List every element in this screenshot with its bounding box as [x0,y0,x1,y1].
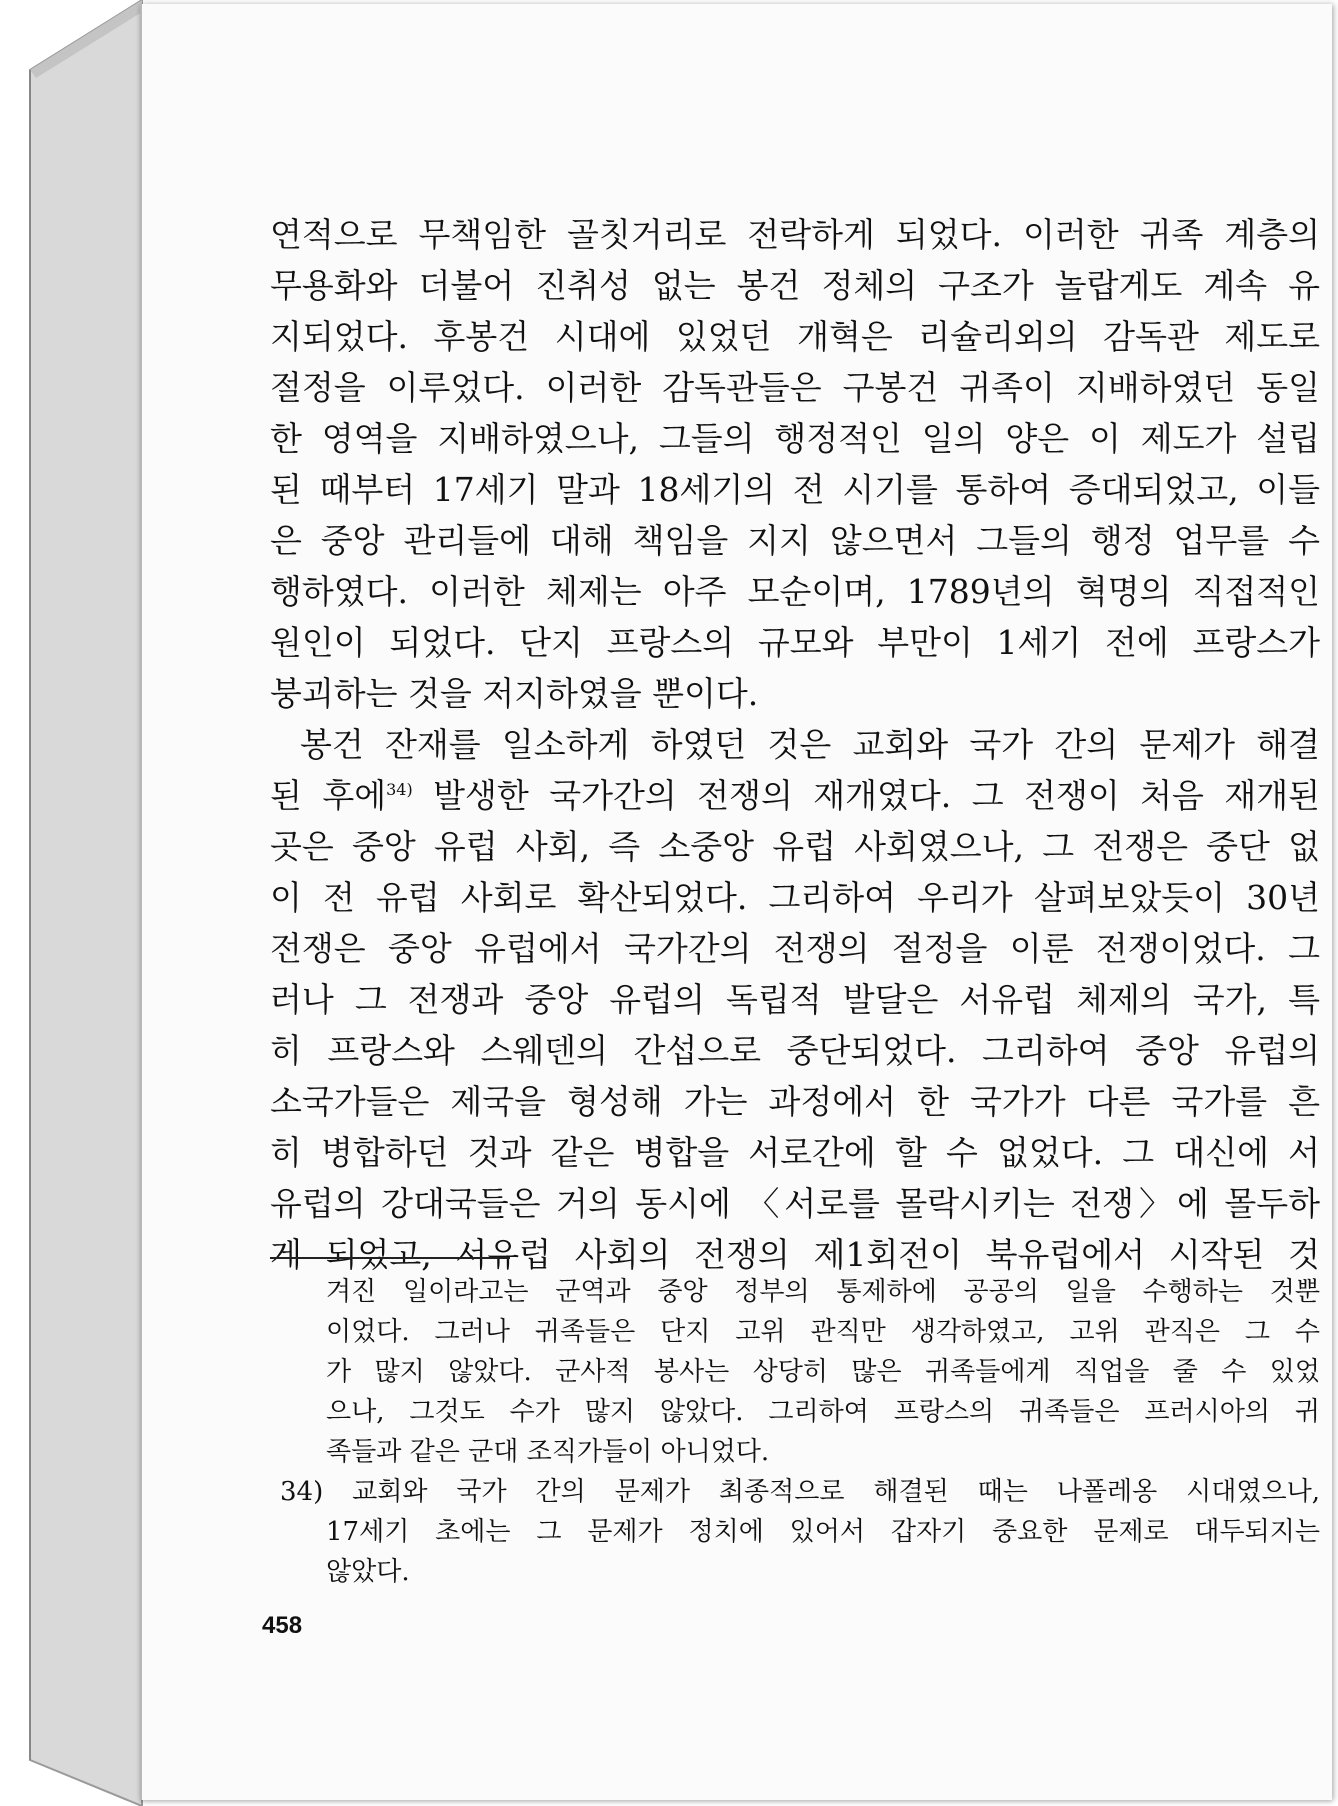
footnote-line: 족들과 같은 군대 조직가들이 아니었다. [326,1437,770,1467]
footnote-ref-prefix: 된 후에 [270,776,387,815]
body-line: 된 때부터 17세기 말과 18세기의 전 시기를 통하여 증대되었고, 이들 [270,470,1320,509]
body-line: 곳은 중앙 유럽 사회, 즉 소중앙 유럽 사회였으나, 그 전쟁은 중단 없 [270,827,1320,866]
footnote-34-line: 않았다. [326,1557,410,1587]
body-text [270,209,1320,1280]
body-line: 한 영역을 지배하였으나, 그들의 행정적인 일의 양은 이 제도가 설립 [270,419,1320,458]
body-line: 무용화와 더불어 진취성 없는 봉건 정체의 구조가 놀랍게도 계속 유 [270,266,1320,305]
footnote-line: 겨진 일이라고는 군역과 중앙 정부의 통제하에 공공의 일을 수행하는 것뿐 [326,1277,1320,1307]
footnote-34-line: 17세기 초에는 그 문제가 정치에 있어서 갑자기 중요한 문제로 대두되지는 [326,1517,1320,1547]
body-line: 히 프랑스와 스웨덴의 간섭으로 중단되었다. 그리하여 중앙 유럽의 [270,1031,1320,1070]
footnotes [270,1272,1320,1592]
body-line: 연적으로 무책임한 골칫거리로 전락하게 되었다. 이러한 귀족 계층의 [270,215,1320,254]
body-line: 행하였다. 이러한 체제는 아주 모순이며, 1789년의 혁명의 직접적인 [270,572,1320,611]
body-line: 히 병합하던 것과 같은 병합을 서로간에 할 수 없었다. 그 대신에 서 [270,1133,1320,1172]
body-line: 유럽의 강대국들은 거의 동시에 〈서로를 몰락시키는 전쟁〉에 몰두하 [270,1184,1320,1223]
body-line: 게 되었고, 서유럽 사회의 전쟁의 제1회전이 북유럽에서 시작된 것 [270,1235,1320,1274]
body-line: 이 전 유럽 사회로 확산되었다. 그리하여 우리가 살펴보았듯이 30년 [270,878,1320,917]
book-side-illustration [0,0,150,1806]
footnote-ref-mark: 34) [386,780,413,799]
body-line: 봉건 잔재를 일소하게 하였던 것은 교회와 국가 간의 문제가 해결 [300,725,1320,764]
page-number: 458 [262,1612,303,1639]
book-side-block [0,0,150,1806]
footnote-line: 가 많지 않았다. 군사적 봉사는 상당히 많은 귀족들에게 직업을 줄 수 있었 [326,1357,1320,1387]
body-line: 원인이 되었다. 단지 프랑스의 규모와 부만이 1세기 전에 프랑스가 [270,623,1320,662]
body-line: 은 중앙 관리들에 대해 책임을 지지 않으면서 그들의 행정 업무를 수 [270,521,1320,560]
body-line: 전쟁은 중앙 유럽에서 국가간의 전쟁의 절정을 이룬 전쟁이었다. 그 [270,929,1320,968]
footnote-line: 이었다. 그러나 귀족들은 단지 고위 관직만 생각하였고, 고위 관직은 그 수 [326,1317,1320,1347]
body-line: 붕괴하는 것을 저지하였을 뿐이다. [270,674,759,713]
body-line-with-footnote-ref [270,770,1320,821]
body-line: 러나 그 전쟁과 중앙 유럽의 독립적 발달은 서유럽 체제의 국가, 특 [270,980,1320,1019]
body-line: 절정을 이루었다. 이러한 감독관들은 구봉건 귀족이 지배하였던 동일 [270,368,1320,407]
body-line: 소국가들은 제국을 형성해 가는 과정에서 한 국가가 다른 국가를 흔 [270,1082,1320,1121]
footnote-34-line: 34) 교회와 국가 간의 문제가 최종적으로 해결된 때는 나폴레옹 시대였으나, [280,1477,1320,1507]
footnote-ref-rest: 발생한 국가간의 전쟁의 재개였다. 그 전쟁이 처음 재개된 [433,776,1320,815]
footnote-divider [270,1257,510,1259]
body-line: 지되었다. 후봉건 시대에 있었던 개혁은 리슐리외의 감독관 제도로 [270,317,1320,356]
footnote-line: 으나, 그것도 수가 많지 않았다. 그리하여 프랑스의 귀족들은 프러시아의 귀 [326,1397,1320,1427]
book-page [140,4,1332,1800]
